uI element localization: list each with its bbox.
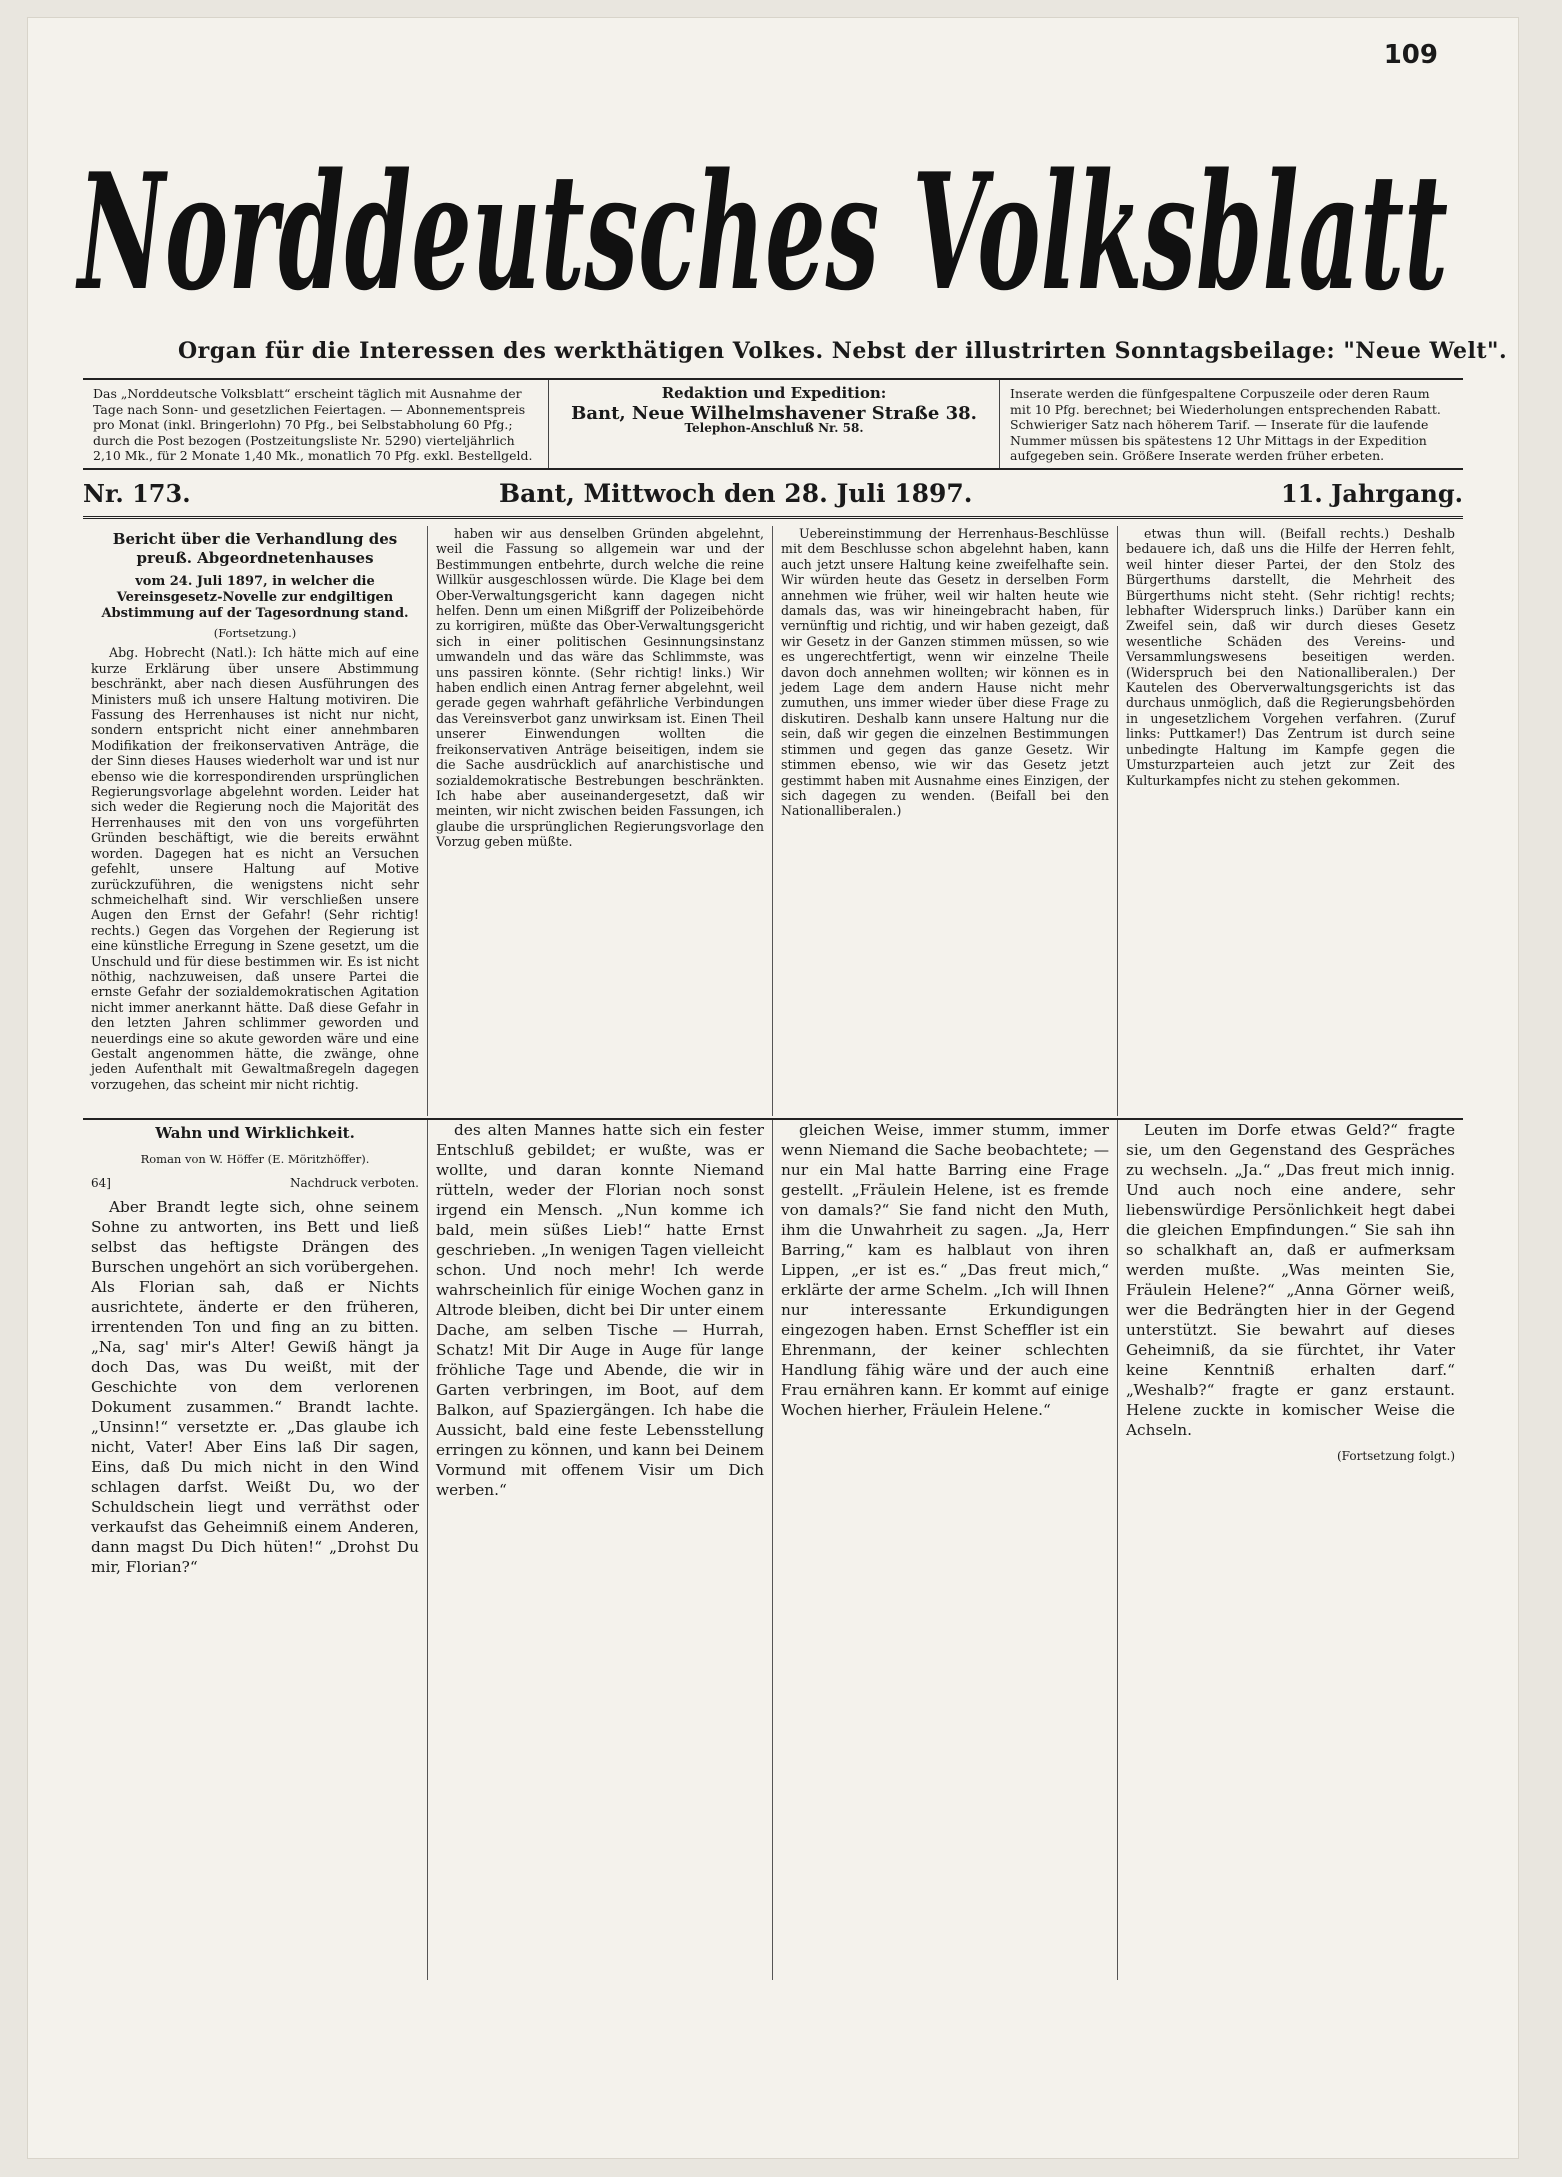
article2-column-3 <box>773 1120 1118 1980</box>
article2-continuation: (Fortsetzung folgt.) <box>1337 1449 1455 1463</box>
article1-column-3 <box>773 526 1118 1116</box>
editorial-title: Redaktion und Expedition: <box>661 384 887 402</box>
issue-date: Bant, Mittwoch den 28. Juli 1897. <box>499 478 973 508</box>
page-number: 109 <box>1383 40 1438 70</box>
masthead-title: Norddeutsches Volksblatt <box>75 138 1448 326</box>
masthead <box>68 103 1458 343</box>
dateline <box>83 470 1463 519</box>
editorial-address: Bant, Neue Wilhelmshavener Straße 38. <box>571 402 977 424</box>
article2-notice: Nachdruck verboten. <box>289 1176 419 1190</box>
article2-byline: Roman von W. Höffer (E. Möritzhöffer). <box>140 1152 370 1166</box>
volume-year: 11. Jahrgang. <box>1280 478 1463 508</box>
masthead-blackletter <box>68 103 1458 343</box>
editorial-info <box>549 380 1000 468</box>
article2-column-4 <box>1118 1120 1463 1980</box>
article1-text-1: Abg. Hobrecht (Natl.): Ich hätte mich auf eine kurze Erklärung über unsere Abstimmung beschränkt, aber nach diesen Ausführungen des Ministers muß ich unsere Haltung motiviren. Die Fassung des Herrenhauses ist nicht nur nicht, sondern entspricht nicht einer annehmbaren Modifikation der freikonservativen Anträge, die der Sinn dieses Hauses wiederholt war und ist nur ebenso wie die korrespondirenden ursprünglichen Regierungsvorlage abgelehnt worden. Leider hat sich weder die Regierung noch die Majorität des Herrenhauses mit den von uns vorgeführten Gründen beschäftigt, wie die bereits erwähnt worden. Dagegen hat es nicht an Versuchen gefehlt, unsere Haltung auf Motive zurückzuführen, die wenigstens nicht sehr schmeichelhaft sind. Wir verschließen unsere Augen den Ernst der Gefahr! (Sehr richtig! rechts.) Gegen das Vorgehen der Regierung ist eine künstliche Erregung in Szene gesetzt, um die Unschuld und für diese bestimmen wir. Es ist nicht nöthig, nachzuweisen, daß unsere Partei die ernste Gefahr der sozialdemokratischen Agitation nicht immer anerkannt hätte. Daß diese Gefahr in den letzten Jahren schlimmer geworden und neuerdings eine so akute geworden wäre und eine Gestalt angenommen hätte, die zwänge, ohne jeden Aufenthalt mit Gewaltmaßregeln dagegen vorzugehen, das scheint mir nicht richtig. <box>91 645 419 1092</box>
info-row <box>83 378 1463 470</box>
article1-title: Bericht über die Verhandlung des preuß. Abgeordnetenhauses <box>112 530 398 567</box>
issue-number: Nr. 173. <box>83 478 191 508</box>
article1-text-2: haben wir aus denselben Gründen abgelehnt, weil die Fassung so allgemein war und der Bestimmungen entbehrte, durch welche die reine Willkür ausgeschlossen würde. Die Klage bei dem Ober-Verwaltungsgericht kann dagegen nicht helfen. Denn um einen Mißgriff der Polizeibehörde zu korrigiren, müßte das Ober-Verwaltungsgericht sich in einer politischen Gesinnungsinstanz umwandeln und das wäre das Schlimmste, was uns passiren könnte. (Sehr richtig! links.) Wir haben endlich einen Antrag ferner abgelehnt, weil gerade gegen wahrhaft gefährliche Verbindungen das Vereinsverbot ganz unwirksam ist. Einen Theil unserer Einwendungen wollten die freikonservativen Anträge beiseitigen, indem sie die Sache ausdrücklich auf anarchistische und sozialdemokratische Bestrebungen beschränkten. Ich habe aber auseinandergesetzt, daß wir meinten, wir nicht zwischen beiden Fassungen, ich glaube die ursprünglichen Regierungsvorlage den Vorzug geben müßte. <box>436 526 764 850</box>
article1-continuation: (Fortsetzung.) <box>213 626 297 640</box>
article1-subtitle: vom 24. Juli 1897, in welcher die Vereinsgesetz-Novelle zur endgiltigen Abstimmung auf der Tagesordnung stand. <box>101 574 409 621</box>
article2-meta <box>91 1173 419 1193</box>
article2-text-2: des alten Mannes hatte sich ein fester Entschluß gebildet; er wußte, was er wollte, und daran konnte Niemand rütteln, weder der Florian noch sonst irgend ein Mensch. „Nun komme ich bald, mein süßes Lieb!“ hatte Ernst geschrieben. „In wenigen Tagen vielleicht schon. Und noch mehr! Ich werde wahrscheinlich für einige Wochen ganz in Altrode bleiben, dicht bei Dir unter einem Dache, am selben Tische — Hurrah, Schatz! Mit Dir Auge in Auge für lange fröhliche Tage und Abende, die wir in Garten verbringen, im Boot, auf dem Balkon, auf Spaziergängen. Ich habe die Aussicht, bald eine feste Lebensstellung erringen zu können, und kann bei Deinem Vormund mit offenem Visir um Dich werben.“ <box>436 1121 764 1499</box>
article2-text-1: Aber Brandt legte sich, ohne seinem Sohne zu antworten, ins Bett und ließ selbst das heftigste Drängen des Burschen ungehört an sich vorübergehen. Als Florian sah, daß er Nichts ausrichtete, änderte er den früheren, irrentenden Ton und fing an zu bitten. „Na, sag' mir's Alter! Gewiß hängt ja doch Das, was Du weißt, mit der Geschichte von dem verlorenen Dokument zusammen.“ Brandt lachte. „Unsinn!“ versetzte er. „Das glaube ich nicht, Vater! Aber Eins laß Dir sagen, Eins, daß Du mich nicht in den Wind schlagen darfst. Weißt Du, wo der Schuldschein liegt und verräthst oder verkaufst das Geheimniß einem Anderen, dann magst Du Dich hüten!“ „Drohst Du mir, Florian?“ <box>91 1198 419 1576</box>
editorial-phone: Telephon-Anschluß Nr. 58. <box>684 421 864 435</box>
article1-column-4 <box>1118 526 1463 1116</box>
article2-column-2 <box>428 1120 773 1980</box>
newspaper-page <box>28 18 1518 2158</box>
article1-text-3: Uebereinstimmung der Herrenhaus-Beschlüsse mit dem Beschlusse schon abgelehnt haben, kann auch jetzt unsere Haltung keine zweifelhafte sein. Wir würden heute das Gesetz in derselben Form annehmen wie früher, weil wir halten heute wie damals das, was wir hineingebracht haben, für vernünftig und richtig, und wir haben gezeigt, daß wir Gesetz in der Ganzen stimmen müssen, so wie es ungerechtfertigt, wenn wir einzelne Theile davon doch annehmen wollten; wir können es in jedem Lage dem andern Hause nicht mehr zumuthen, uns immer wieder über diese Frage zu diskutiren. Deshalb kann unsere Haltung nur die sein, daß wir gegen die einzelnen Bestimmungen stimmen und gegen das ganze Gesetz. Wir stimmen ebenso, wie wir das Gesetz jetzt gestimmt haben mit Ausnahme eines Einzigen, der sich dagegen zu wenden. (Beifall bei den Nationalliberalen.) <box>781 526 1109 819</box>
article1-text-4: etwas thun will. (Beifall rechts.) Deshalb bedauere ich, daß uns die Hilfe der Herren fehlt, weil hinter dieser Partei, der den Stolz des Bürgerthums darstellt, die Mehrheit des Bürgerthums nicht steht. (Sehr richtig! rechts; lebhafter Widerspruch links.) Darüber kann ein Zweifel sein, daß wir durch dieses Gesetz wesentliche Schäden des Vereins- und Versammlungswesens beseitigen werden. (Widerspruch bei den Nationalliberalen.) Der Kautelen des Oberverwaltungsgerichts ist das durchaus unmöglich, daß die Regierungsbehörden in ungesetzlichem Vorgehen verfahren. (Zuruf links: Puttkamer!) Das Zentrum ist durch seine unbedingte Haltung im Kampfe gegen die Umsturzparteien auch jetzt zur Zeit des Kulturkampfes nicht zu stehen gekommen. <box>1126 526 1455 788</box>
article2-column-1 <box>83 1120 428 1980</box>
subscription-info: Das „Norddeutsche Volksblatt“ erscheint täglich mit Ausnahme der Tage nach Sonn- und gesetzlichen Feiertagen. — Abonnementspreis pro Monat (inkl. Bringerlohn) 70 Pfg., bei Selbstabholung 60 Pfg.; durch die Post bezogen (Postzeitungsliste Nr. 5290) vierteljährlich 2,10 Mk., für 2 Monate 1,40 Mk., monatlich 70 Pfg. exkl. Bestellgeld. <box>83 380 549 468</box>
article2-title: Wahn und Wirklichkeit. <box>155 1124 355 1142</box>
masthead-subtitle: Organ für die Interessen des werkthätigen Volkes. Nebst der illustrirten Sonntagsbeilage: "Neue Welt". <box>178 338 1508 364</box>
article2-text-3: gleichen Weise, immer stumm, immer wenn Niemand die Sache beobachtete; — nur ein Mal hatte Barring eine Frage gestellt. „Fräulein Helene, ist es fremde von damals?“ Sie fand nicht den Muth, ihm die Unwahrheit zu sagen. „Ja, Herr Barring,“ kam es halblaut von ihren Lippen, „er ist es.“ „Das freut mich,“ erklärte der arme Schelm. „Ich will Ihnen nur interessante Erkundigungen eingezogen haben. Ernst Scheffler ist ein Ehrenmann, der keiner schlechten Handlung fähig wäre und der auch eine Frau ernähren kann. Er kommt auf einige Wochen hierher, Fräulein Helene.“ <box>781 1121 1109 1419</box>
article2-text-4: Leuten im Dorfe etwas Geld?“ fragte sie, um den Gegenstand des Gespräches zu wechseln. „Ja.“ „Das freut mich innig. Und auch noch eine andere, sehr liebenswürdige Persönlichkeit hegt dabei die gleichen Empfindungen.“ Sie sah ihn so schalkhaft an, daß er aufmerksam werden mußte. „Was meinten Sie, Fräulein Helene?“ „Anna Görner weiß, wer die Bedrängten hier in der Gegend unterstützt. Sie bewahrt auf dieses Geheimniß, da sie fürchtet, ihr Vater keine Kenntniß erhalten darf.“ „Weshalb?“ fragte er ganz erstaunt. Helene zuckte in komischer Weise die Achseln. <box>1126 1121 1455 1439</box>
lower-columns <box>83 1118 1463 1980</box>
advertising-info: Inserate werden die fünfgespaltene Corpuszeile oder deren Raum mit 10 Pfg. berechnet; bei Wiederholungen entsprechenden Rabatt. Schwieriger Satz nach höherem Tarif. — Inserate für die laufende Nummer müssen bis spätestens 12 Uhr Mittags in der Expedition aufgegeben sein. Größere Inserate werden früher erbeten. <box>1010 386 1441 463</box>
article2-chapter: 64] <box>91 1176 111 1190</box>
article1-column-2 <box>428 526 773 1116</box>
article1-column-1 <box>83 526 428 1116</box>
